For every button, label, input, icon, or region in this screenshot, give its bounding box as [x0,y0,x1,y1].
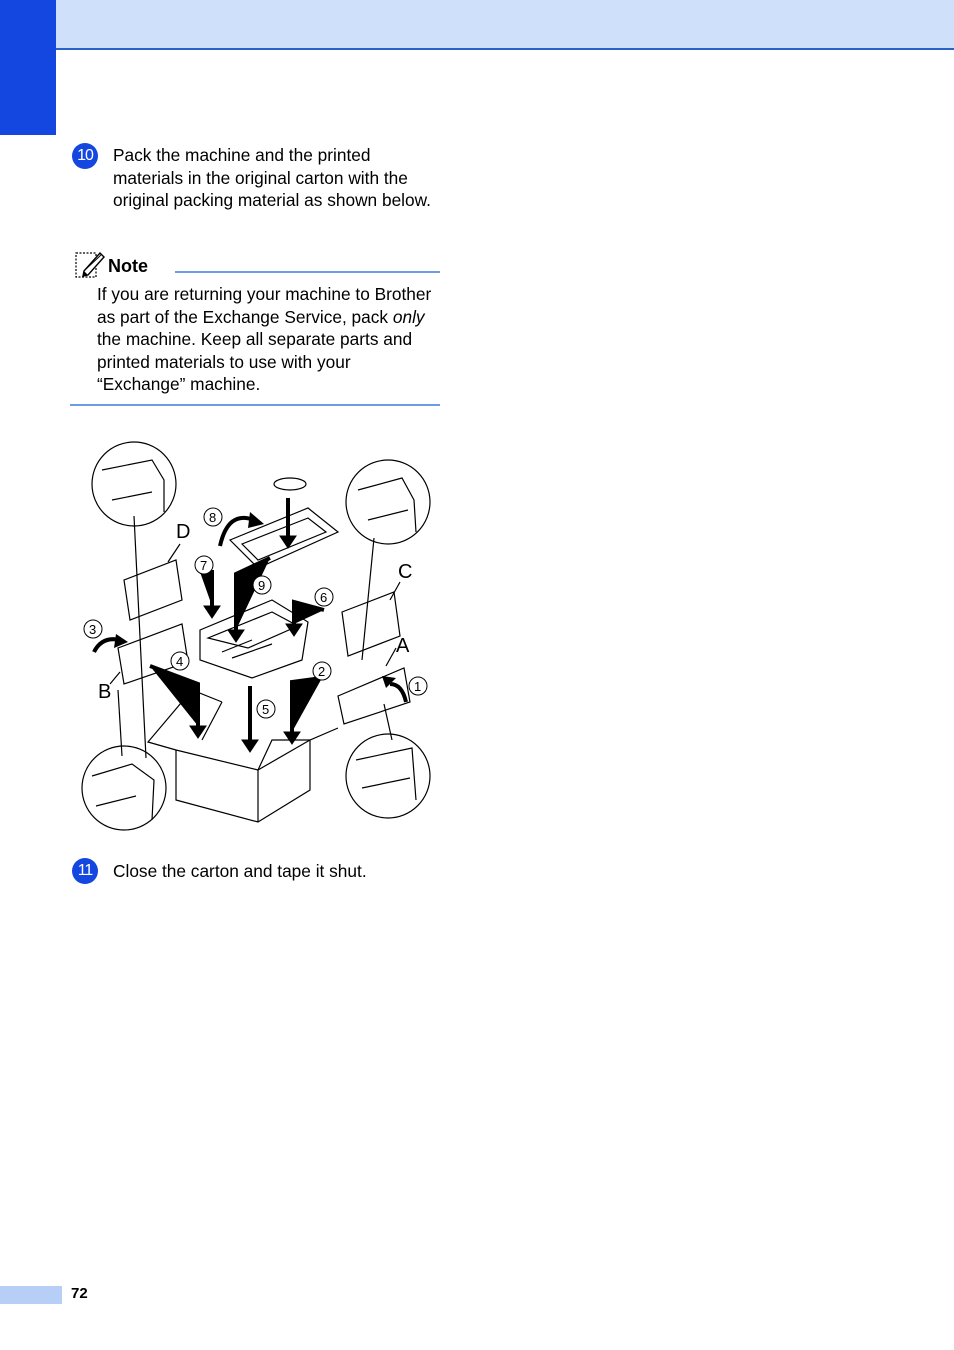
svg-text:5: 5 [262,702,270,717]
step-number-badge: 11 [72,858,98,884]
note-title: Note [108,256,148,276]
svg-text:8: 8 [209,510,217,525]
note-pencil-icon [74,249,106,279]
step-number-badge: 10 [72,143,98,169]
packing-diagram [72,440,442,832]
order-marker-9 [253,576,271,594]
arrow-1 [390,684,406,702]
svg-text:9: 9 [258,578,266,593]
order-marker-1 [409,677,427,695]
order-marker-5 [257,700,275,718]
detail-circle-d [92,442,176,526]
step-text: Pack the machine and the printed materials in the original carton with the original packing material as shown below. [113,145,431,210]
note-text-before: If you are returning your machine to Brother as part of the Exchange Service, pack [97,284,432,327]
svg-text:3: 3 [89,622,97,637]
packing-piece-c [342,592,400,656]
detail-circle-a [346,734,430,818]
packing-piece-a [338,668,410,724]
order-marker-4 [171,652,189,670]
arrow-2 [292,678,322,732]
note-body [97,283,442,396]
chapter-tab [0,0,56,135]
svg-text:1: 1 [414,679,422,694]
packing-piece-d [124,560,182,620]
order-marker-3 [84,620,102,638]
arrow-7 [200,572,212,606]
part-label-d: D [176,521,191,543]
part-label-c: C [398,561,413,583]
header-band [0,0,954,50]
footer-bar [0,1286,62,1304]
svg-text:2: 2 [318,664,326,679]
carton-outline [176,740,310,822]
header-rule [56,48,954,50]
svg-text:4: 4 [176,654,184,669]
svg-text:7: 7 [200,558,208,573]
note-rule-bottom [70,404,440,406]
detail-circle-c [346,460,430,544]
packing-illustration [72,440,442,832]
arrow-4 [150,666,198,726]
note-rule-top [175,271,440,273]
svg-text:6: 6 [320,590,328,605]
step-text: Close the carton and tape it shut. [113,861,367,881]
order-marker-8 [204,508,222,526]
page-number: 72 [71,1285,88,1302]
part-label-a: A [396,635,410,657]
cover-part [274,478,306,490]
note-text-emphasis: only [392,306,425,327]
order-marker-6 [315,588,333,606]
order-marker-2 [313,662,331,680]
part-label-b: B [98,681,112,703]
order-marker-7 [195,556,213,574]
note-text-after: the machine. Keep all separate parts and printed materials to use with your “Exchange” machine. [97,329,413,394]
